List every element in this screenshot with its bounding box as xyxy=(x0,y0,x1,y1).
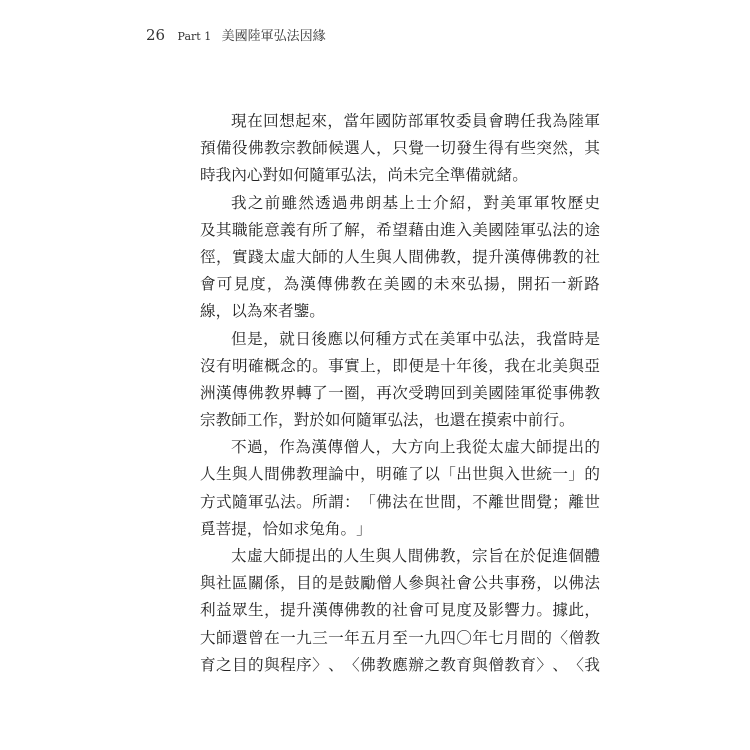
text-line: 大 師 還 曾 在 一 九 三 一 年 五 月 至 一 九 四 〇 年 七 月 間 的 〈 僧 教 xyxy=(200,628,600,647)
running-header xyxy=(146,26,326,46)
text-line: 覓 菩 提 ， 恰 如 求 兔 角 。 」 xyxy=(200,519,372,538)
text-line: 現 在 回 想 起 來 ， 當 年 國 防 部 軍 牧 委 員 會 聘 任 我 為 陸 軍 xyxy=(231,112,600,130)
part-label: Part 1 xyxy=(177,30,212,43)
text-line: 及 其 職 能 意 義 有 所 了 解 ， 希 望 藉 由 進 入 美 國 陸 軍 弘 法 的 途 xyxy=(200,220,600,239)
text-line: 預 備 役 佛 教 宗 教 師 候 選 人 ， 只 覺 一 切 發 生 得 有 些 突 然 ， 其 xyxy=(200,139,600,158)
text-line: 人 生 與 人 間 佛 教 理 論 中 ， 明 確 了 以 「 出 世 與 入 世 統 一 」 的 xyxy=(200,465,600,484)
text-line: 時 我 內 心 對 如 何 隨 軍 弘 法 ， 尚 未 完 全 準 備 就 緒 。 xyxy=(200,166,528,185)
text-line: 方 式 隨 軍 弘 法 。 所 謂 ： 「 佛 法 在 世 間 ， 不 離 世 間 覺 ； 離 世 xyxy=(200,492,600,511)
text-line: 線 ， 以 為 來 者 鑒 。 xyxy=(200,302,325,321)
text-line: 徑 ， 實 踐 太 虛 大 師 的 人 生 與 人 間 佛 教 ， 提 升 漢 傳 佛 教 的 社 xyxy=(200,247,600,266)
text-line: 但 是 ， 就 日 後 應 以 何 種 方 式 在 美 軍 中 弘 法 ， 我 當 時 是 xyxy=(231,329,600,348)
text-line: 沒 有 明 確 概 念 的 。 事 實 上 ， 即 便 是 十 年 後 ， 我 在 北 美 與 亞 xyxy=(200,356,600,375)
text-line: 不 過 ， 作 為 漢 傳 僧 人 ， 大 方 向 上 我 從 太 虛 大 師 提 出 的 xyxy=(231,438,600,457)
text-line: 洲 漢 傳 佛 教 界 轉 了 一 圈 ， 再 次 受 聘 回 到 美 國 陸 軍 從 事 佛 教 xyxy=(200,383,600,402)
text-line: 會 可 見 度 ， 為 漢 傳 佛 教 在 美 國 的 未 來 弘 揚 ， 開 拓 一 新 路 xyxy=(200,275,600,294)
text-line: 利 益 眾 生 ， 提 升 漢 傳 佛 教 的 社 會 可 見 度 及 影 響 力 。 據 此 ， xyxy=(200,601,600,620)
text-line: 我 之 前 雖 然 透 過 弗 朗 基 上 士 介 紹 ， 對 美 軍 軍 牧 歷 史 xyxy=(231,193,600,212)
text-line: 太 虛 大 師 提 出 的 人 生 與 人 間 佛 教 ， 宗 旨 在 於 促 進 個 體 xyxy=(231,547,600,565)
book-title: 美國陸軍弘法因緣 xyxy=(221,29,326,44)
body-text xyxy=(200,108,600,679)
text-line: 宗 教 師 工 作 ， 對 於 如 何 隨 軍 弘 法 ， 也 還 在 摸 索 中 前 行 。 xyxy=(200,411,575,430)
page-number: 26 xyxy=(146,26,166,44)
text-line: 與 社 區 關 係 ， 目 的 是 鼓 勵 僧 人 參 與 社 會 公 共 事 務 ， 以 佛 法 xyxy=(200,574,600,593)
text-line: 育 之 目 的 與 程 序 〉 、 〈 佛 教 應 辦 之 教 育 與 僧 教 育 〉 、 〈 我 xyxy=(200,655,600,674)
